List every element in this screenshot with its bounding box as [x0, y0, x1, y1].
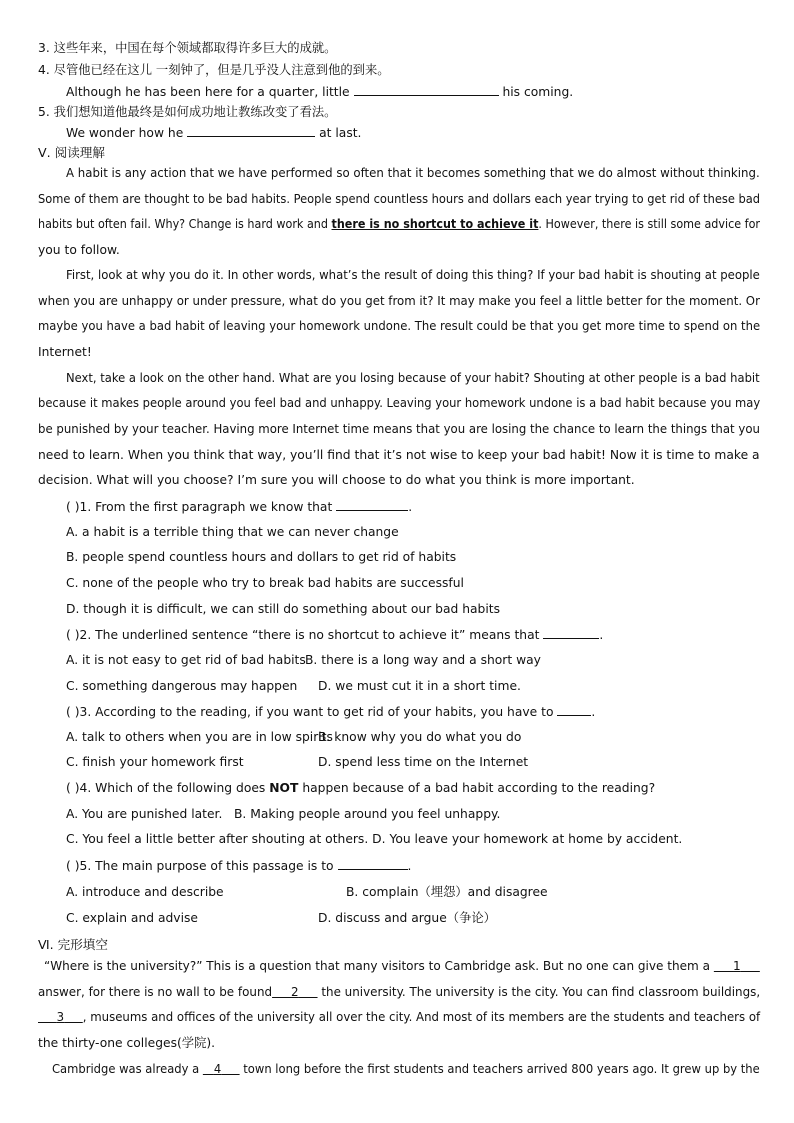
- item5-answer-blank[interactable]: [187, 124, 315, 137]
- cloze-line2-text-b: the university. The university is the city. You can find classroom buildings,: [321, 985, 761, 999]
- translation-item-4-chinese: 4. 尽管他已经在这儿 一刻钟了，但是几乎没人注意到他的到来。: [38, 63, 390, 77]
- passage-p3-line3: be punished by your teacher. Having more Internet time means that you are losing the chance to learn the things that you: [38, 422, 760, 436]
- passage-p3-line1: Next, take a look on the other hand. What are you losing because of your habit? Shouting at other people is a bad habit: [66, 371, 760, 385]
- cloze-line2-text-a: answer, for there is no wall to be found: [38, 985, 273, 999]
- item5-text-b: at last.: [319, 126, 362, 140]
- question-4-option-cd[interactable]: C. You feel a little better after shouting at others. D. You leave your homework at home by accident.: [66, 832, 683, 846]
- question-2-option-a[interactable]: A. it is not easy to get rid of bad habits: [66, 653, 306, 667]
- translation-item-5-english: [66, 124, 361, 141]
- question-5-option-d[interactable]: D. discuss and argue（争论）: [318, 911, 496, 925]
- passage-p3-line5: decision. What will you choose? I’m sure you will choose to do what you think is more important.: [38, 473, 635, 487]
- passage-p1-line1: A habit is any action that we have performed so often that it becomes something that we do almost without thinking.: [66, 166, 760, 180]
- question-2: ( )2. The underlined sentence “there is no shortcut to achieve it” means that .: [66, 628, 604, 642]
- cloze-blank-2[interactable]: [272, 985, 317, 999]
- section-v-heading: Ⅴ. 阅读理解: [38, 145, 105, 160]
- cloze-line5-text-b: town long before the first students and teachers arrived 800 years ago. It grew up by the: [243, 1062, 760, 1076]
- question-3-option-d[interactable]: D. spend less time on the Internet: [318, 755, 529, 769]
- question-5: ( )5. The main purpose of this passage is to .: [66, 859, 412, 873]
- question-1-option-a[interactable]: A. a habit is a terrible thing that we can never change: [66, 525, 399, 539]
- cloze-blank-4[interactable]: [203, 1062, 240, 1076]
- translation-item-5-chinese: 5. 我们想知道他最终是如何成功地让教练改变了看法。: [38, 105, 337, 119]
- question-4-option-b[interactable]: B. Making people around you feel unhappy.: [234, 807, 501, 821]
- item4-text-a: Although he has been here for a quarter, little: [66, 85, 350, 99]
- translation-item-4-english: [66, 83, 573, 100]
- cloze-blank-3-number: 3: [56, 1010, 65, 1024]
- cloze-line3-text: , museums and offices of the university all over the city. And most of its members are the students and teachers of: [82, 1010, 761, 1024]
- question-2-option-c[interactable]: C. something dangerous may happen: [66, 679, 298, 693]
- cloze-blank-3[interactable]: [38, 1010, 83, 1024]
- question-2-text: ( )2. The underlined sentence “there is no shortcut to achieve it” means that: [66, 628, 540, 642]
- question-1-option-c[interactable]: C. none of the people who try to break bad habits are successful: [66, 576, 464, 590]
- passage-p3-line2: because it makes people around you feel bad and unhappy. Leaving your homework undone is a bad habit because you may: [38, 396, 761, 410]
- question-1-text: ( )1. From the first paragraph we know that: [66, 500, 333, 514]
- question-1-option-b[interactable]: B. people spend countless hours and dollars to get rid of habits: [66, 550, 457, 564]
- cloze-blank-1-number: 1: [733, 959, 741, 973]
- cloze-blank-4-number: 4: [213, 1062, 222, 1076]
- item4-answer-blank[interactable]: [354, 83, 499, 96]
- question-3-option-c[interactable]: C. finish your homework first: [66, 755, 244, 769]
- passage-p2-line1: First, look at why you do it. In other words, what’s the result of doing this thing? If your bad habit is shouting at people: [66, 268, 760, 282]
- passage-p2-line2: when you are unhappy or under pressure, what do you get from it? It may make you feel a little better for the moment. Or: [38, 294, 760, 308]
- question-4-emphasis: NOT: [269, 781, 299, 795]
- passage-p2-line3: maybe you have a bad habit of leaving your homework undone. The result could be that you get more time to spend on the: [38, 319, 761, 333]
- question-5-option-c[interactable]: C. explain and advise: [66, 911, 198, 925]
- question-3-blank[interactable]: [557, 703, 591, 716]
- p1-line3-text-b: . However, there is still some advice for: [538, 217, 761, 231]
- cloze-line3: [38, 1009, 760, 1025]
- item4-text-b: his coming.: [502, 85, 574, 99]
- cloze-blank-2-number: 2: [291, 985, 299, 999]
- question-5-text: ( )5. The main purpose of this passage is to: [66, 859, 334, 873]
- passage-p1-line3: [38, 216, 760, 232]
- translation-item-3: 3. 这些年来，中国在每个领域都取得许多巨大的成就。: [38, 41, 337, 55]
- cloze-line1-text: “Where is the university?” This is a question that many visitors to Cambridge ask. But no one can give them a: [44, 959, 711, 973]
- question-1: ( )1. From the first paragraph we know that .: [66, 500, 413, 514]
- cloze-line5: [52, 1061, 760, 1077]
- passage-p2-line4: Internet!: [38, 345, 92, 359]
- item5-text-a: We wonder how he: [66, 126, 184, 140]
- cloze-line5-text-a: Cambridge was already a: [52, 1062, 200, 1076]
- cloze-line2: [38, 984, 760, 1000]
- question-5-option-b[interactable]: B. complain（埋怨）and disagree: [346, 885, 548, 899]
- question-2-option-d[interactable]: D. we must cut it in a short time.: [318, 679, 521, 693]
- question-2-blank[interactable]: [543, 626, 599, 639]
- question-4: [66, 780, 655, 796]
- cloze-line4: the thirty-one colleges(学院).: [38, 1036, 216, 1050]
- cloze-blank-1[interactable]: [714, 959, 760, 973]
- underlined-sentence: there is no shortcut to achieve it: [331, 217, 539, 231]
- question-3-option-a[interactable]: A. talk to others when you are in low spirits: [66, 730, 333, 744]
- cloze-line1: [44, 958, 760, 974]
- question-4-text-b: happen because of a bad habit according to the reading?: [302, 781, 656, 795]
- question-3-option-b[interactable]: B. know why you do what you do: [318, 730, 522, 744]
- question-5-blank[interactable]: [338, 857, 408, 870]
- question-4-option-a[interactable]: A. You are punished later.: [66, 807, 223, 821]
- question-4-text-a: ( )4. Which of the following does: [66, 781, 266, 795]
- question-1-option-d[interactable]: D. though it is difficult, we can still do something about our bad habits: [66, 602, 500, 616]
- passage-p1-line4: you to follow.: [38, 243, 120, 257]
- passage-p3-line4: need to learn. When you think that way, you’ll find that it’s not wise to keep your bad habit! Now it is time to make a: [38, 448, 760, 462]
- section-vi-heading: Ⅵ. 完形填空: [38, 937, 108, 952]
- question-1-blank[interactable]: [336, 498, 408, 511]
- question-3: ( )3. According to the reading, if you want to get rid of your habits, you have to .: [66, 705, 596, 719]
- question-5-option-a[interactable]: A. introduce and describe: [66, 885, 224, 899]
- passage-p1-line2: Some of them are thought to be bad habits. People spend countless hours and dollars each year trying to get rid of these bad: [38, 192, 761, 206]
- p1-line3-text-a: habits but often fail. Why? Change is hard work and: [38, 217, 328, 231]
- question-2-option-b[interactable]: B. there is a long way and a short way: [305, 653, 541, 667]
- question-3-text: ( )3. According to the reading, if you want to get rid of your habits, you have to: [66, 705, 554, 719]
